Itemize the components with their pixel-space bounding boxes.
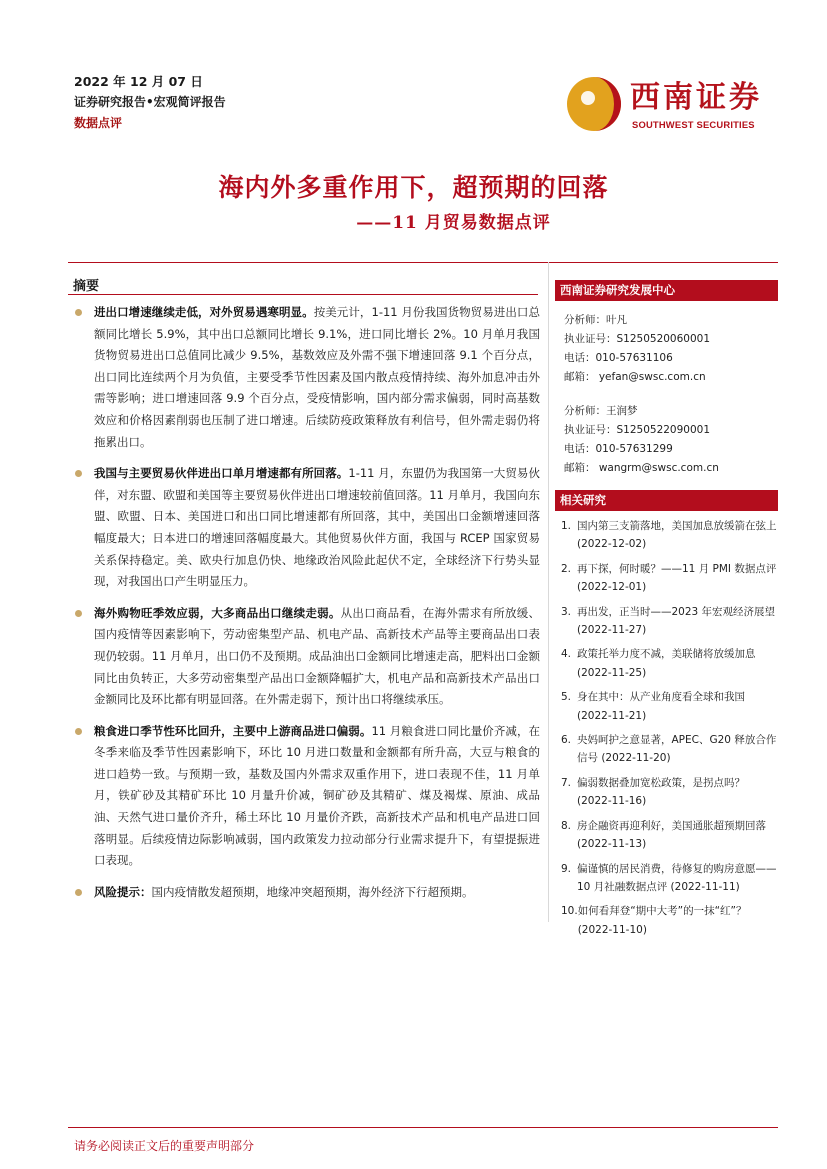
report-type: 证券研究报告•宏观简评报告 [74,95,226,109]
logo-english-name: SOUTHWEST SECURITIES [632,119,755,130]
related-research-item[interactable] [555,731,778,768]
related-research-item[interactable] [555,774,778,811]
logo-circle-icon [566,76,622,132]
item-title: 偏谨慎的居民消费，待修复的购房意愿——10 月社融数据点评 (2022-11-11) [577,862,777,893]
related-research-item[interactable] [555,560,778,597]
abstract-heading: 摘要 [73,279,100,294]
analyst-phone: 电话：010-57631299 [564,443,673,455]
research-center-heading: 西南证券研究发展中心 [555,280,778,301]
item-number: 5. [561,691,572,704]
item-number: 10. [561,905,578,918]
analyst-license: 执业证号：S1250522090001 [564,424,711,436]
item-number: 6. [561,734,572,747]
abstract-bullet [74,463,540,593]
bullet-heading: 海外购物旺季效应弱，大多商品出口继续走弱。 [94,605,341,620]
item-number: 7. [561,776,572,789]
column-divider [548,262,549,922]
item-title: 偏弱数据叠加宽松政策，是拐点吗？ (2022-11-16) [577,776,745,808]
analyst-name: 分析师：王润梦 [564,405,638,417]
bullet-text: 按美元计，1-11 月份我国货物贸易进出口总额同比增长 5.9%，其中出口总额同比增长 9.1%，进口同比增长 2%。10 月单月我国货物贸易进出口总值同比减少 9.5%，基数效应及外需不强下增速回落 9.1 个百分点，出口同比连续两个月为负值，主要受季节性因素及国内散点疫情持续、海外加息冲击外需等影响；进口增速回落 9.9 个百分点，受疫情影响，国内部分需求偏弱，同时高基数效应和价格因素削弱也压制了进口增速。后续防疫政策释放有利信号，但外需走弱仍将拖累出口。 [94,305,540,449]
item-title: 央妈呵护之意显著，APEC、G20 释放合作信号 (2022-11-20) [577,734,777,765]
company-logo [566,74,771,134]
item-title: 再下探，何时暖？——11 月 PMI 数据点评 (2022-12-01) [577,562,777,594]
report-header [74,72,226,134]
item-title: 政策托举力度不减，美联储将放缓加息 (2022-11-25) [577,648,756,679]
analyst-license: 执业证号：S1250520060001 [564,333,711,345]
related-research-item[interactable] [555,902,778,939]
analyst-name: 分析师：叶凡 [564,314,627,326]
analyst-phone: 电话：010-57631106 [564,352,673,364]
related-research-item[interactable] [555,603,778,640]
logo-chinese-name: 西南证券 [630,80,762,115]
item-number: 9. [561,862,572,875]
report-tag: 数据点评 [74,116,123,130]
item-title: 身在其中：从产业角度看全球和我国 (2022-11-21) [577,691,745,722]
page-subtitle: ——11 月贸易数据点评 [356,213,551,233]
analyst-list [555,311,778,478]
analyst-card [564,402,778,478]
item-title: 房企融资再迎利好，美国通胀超预期回落 (2022-11-13) [577,819,766,851]
related-research-item[interactable] [555,688,778,725]
item-number: 4. [561,648,572,661]
bullet-heading: 我国与主要贸易伙伴进出口单月增速都有所回落。 [94,466,349,481]
bullet-heading: 进出口增速继续走低，对外贸易遇寒明显。 [94,305,314,319]
bottom-divider [68,1127,778,1128]
bullet-heading: 风险提示： [94,884,152,899]
related-research-item[interactable] [555,645,778,682]
abstract-body [74,302,540,913]
item-title: 国内第三支箭落地，美国加息放缓箭在弦上 (2022-12-02) [577,520,777,551]
related-research-item[interactable] [555,860,778,897]
top-divider [68,262,778,263]
report-date: 2022 年 12 月 07 日 [74,74,203,89]
bullet-text: 11 月粮食进口同比量价齐减，在冬季来临及季节性因素影响下，环比 10 月进口数量和金额都有所升高，大豆与粮食的进口趋势一致。与预期一致，基数及国内外需求双重作用下，进口表现不佳，11 月单月，铁矿砂及其精矿环比 10 月量升价减，铜矿砂及其精矿、煤及褐煤、原油、成品油、天然气进口量价齐升，稀土环比 10 月量价齐跌，高新技术产品和机电产品进口回落明显。后续疫情边际影响减弱，国内政策发力拉动部分行业需求提升下，有望提振进口表现。 [94,723,540,868]
abstract-divider [68,294,538,295]
disclaimer-note: 请务必阅读正文后的重要声明部分 [74,1139,255,1153]
analyst-email[interactable]: 邮箱： wangrm@swsc.com.cn [564,462,719,474]
bullet-text: 国内疫情散发超预期，地缘冲突超预期，海外经济下行超预期。 [151,884,474,899]
bullet-text: 1-11 月，东盟仍为我国第一大贸易伙伴，对东盟、欧盟和美国等主要贸易伙伴进出口增速较前值回落。11 月单月，我国向东盟、欧盟、日本、美国进口和出口同比增速都有所回落，其中，美国出口金额增速回落幅度最大；日本进口的增速回落幅度最大。其他贸易伙伴方面，我国与 RCEP 国家贸易关系保持稳定。美、欧央行加息仍快、地缘政治风险此起伏不定，全球经济下行势头显现，对我国出口产生明显压力。 [94,466,540,589]
abstract-bullet [74,603,540,711]
related-research-item[interactable] [555,517,778,554]
analyst-email[interactable]: 邮箱： yefan@swsc.com.cn [564,371,706,383]
abstract-bullet [74,721,540,872]
item-number: 2. [561,562,572,575]
bullet-text: 从出口商品看，在海外需求有所放缓、国内疫情等因素影响下，劳动密集型产品、机电产品、高新技术产品等主要商品出口表现仍较弱。11 月单月，出口仍不及预期。成品油出口金额同比增速走高，肥料出口金额同比由负转正，大多劳动密集型产品出口金额降幅扩大，机电产品和高新技术产品出口金额同比及环比都有明显回落。在外需走弱下，预计出口将继续承压。 [94,605,540,707]
abstract-bullet [74,302,540,453]
abstract-bullet [74,882,540,904]
bullet-heading: 粮食进口季节性环比回升，主要中上游商品进口偏弱。 [94,723,372,738]
item-number: 3. [561,605,572,618]
item-number: 8. [561,819,572,832]
item-number: 1. [561,520,572,532]
related-research-item[interactable] [555,817,778,854]
item-title: 如何看拜登“期中大考”的一抹“红”？ (2022-11-10) [577,905,747,936]
related-research-list [555,517,778,939]
sidebar [555,280,778,945]
item-title: 再出发，正当时——2023 年宏观经济展望 (2022-11-27) [577,605,776,637]
related-research-heading: 相关研究 [555,490,778,511]
analyst-card [564,311,778,387]
page-title: 海内外多重作用下，超预期的回落 [218,173,609,202]
